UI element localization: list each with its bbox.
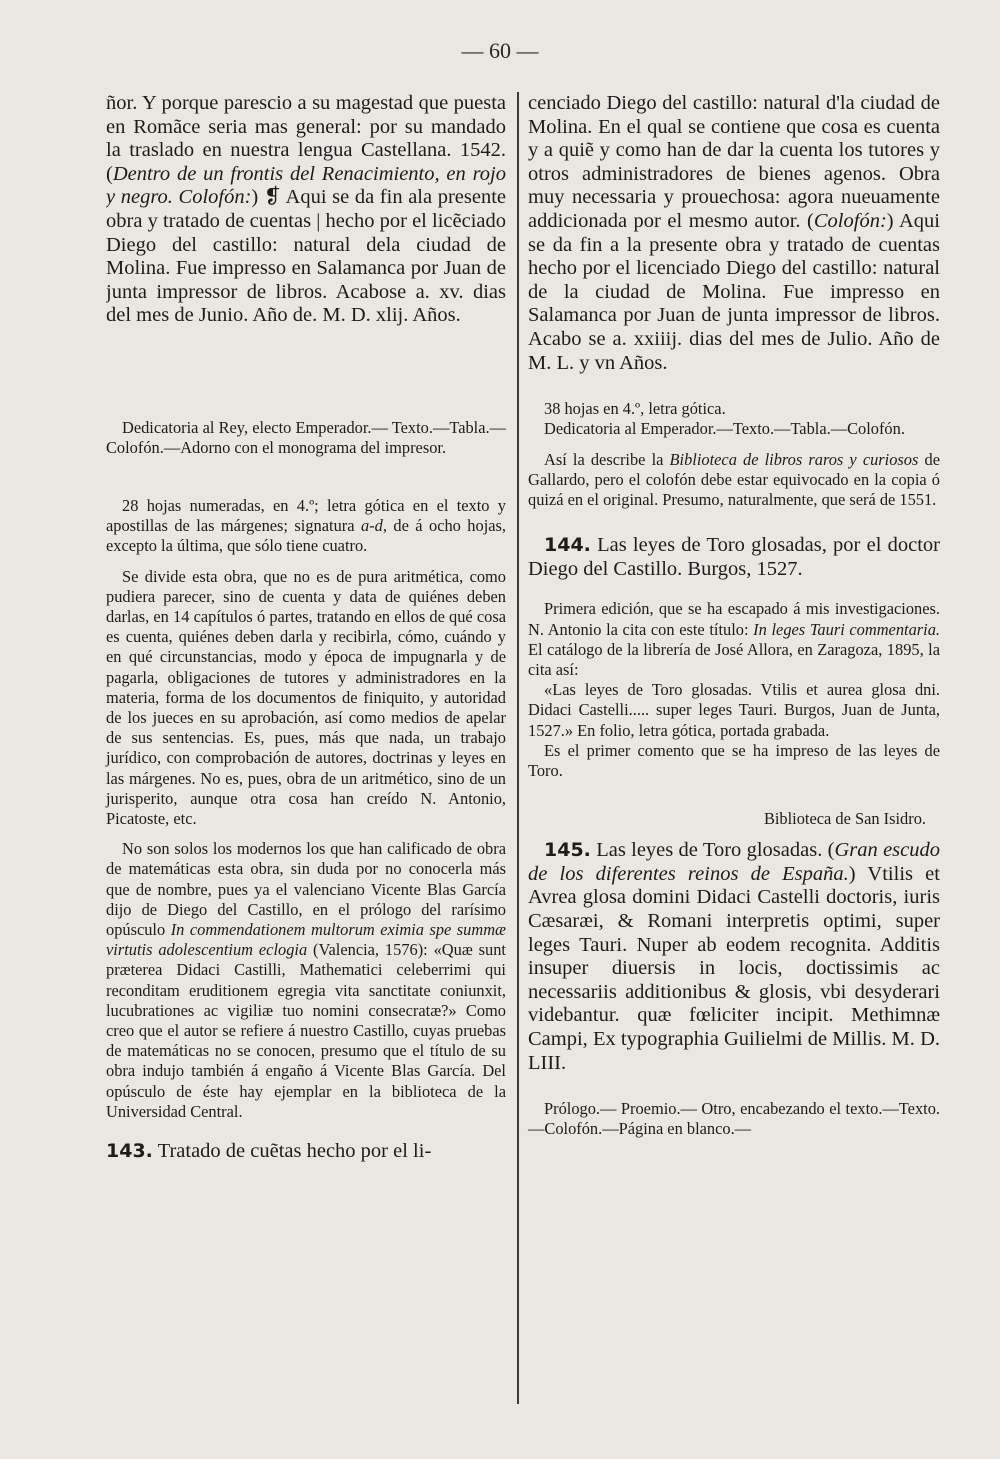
column-divider <box>517 92 519 1404</box>
right-column <box>528 92 940 1140</box>
dedication-note: Dedicatoria al Rey, electo Emperador.— Texto.—Tabla.—Colofón.—Adorno con el monograma del impresor. <box>106 418 506 458</box>
entry-number: 143. <box>106 1140 153 1163</box>
entry-number: 145. <box>544 839 591 862</box>
page-number: — 60 — <box>461 38 539 63</box>
library-location: Biblioteca de San Isidro. <box>763 809 926 829</box>
entry-144-note: Primera edición, que se ha escapado á mis investigaciones. N. Antonio la cita con este título: In leges Tauri commentaria. El catálogo de la librería de José Allora, en Zaragoza, 1895, la cita así: <box>528 599 941 679</box>
entry-143-heading: 143. Tratado de cuẽtas hecho por el li- <box>106 1140 432 1163</box>
physical-description: 28 hojas numeradas, en 4.º; letra gótica en el texto y apostillas de las márgenes; signatura a-d, de á ocho hojas, excepto la última, que sólo tiene cuatro. <box>106 496 507 556</box>
authority-paragraph: No son solos los modernos los que han calificado de obra de matemáticas esta obra, sin duda por no conocerla más que de nombre, pues ya el valenciano Vicente Blas García dijo de Diego del Castillo, en el prólogo del rarísimo opúsculo In commendationem multorum eximia spe summæ virtutis adolescentium eclogia (Valencia, 1576): «Quæ sunt præterea Didaci Castilli, Mathematici celeberrimi qui reconditam eruditionem egregia vita sanctitate coniunxit, lucubrationes ac vigiliæ tuo nomini consecratæ?» Como creo que el autor se refiere á nuestro Castillo, cuyas pruebas de matemáticas no se conocen, presumo que el título de su obra indujo también á engaño á Vicente Blas García. Del opúsculo de éste hay ejemplar en la biblioteca de la Universidad Central. <box>106 839 506 1121</box>
entry-144-quote: «Las leyes de Toro glosadas. Vtilis et aurea glosa dni. Didaci Castelli..... super leges Tauri. Burgos, Juan de Junta, 1527.» En folio, letra gótica, portada grabada. <box>528 680 940 740</box>
entry-144-heading: 144. Las leyes de Toro glosadas, por el doctor Diego del Castillo. Burgos, 1527. <box>528 534 940 580</box>
left-column <box>106 92 506 1164</box>
entry-143-physical: 38 hojas en 4.º, letra gótica. <box>544 399 726 419</box>
entry-142-title-tail: ñor. Y porque parescio a su magestad que puesta en Romãce seria mas general: por su mandado la traslado en nuestra lengua Castellana. 1542. (Dentro de un frontis del Renacimiento, en rojo y negro. Colofón:) ❡ Aqui se da fin ala presente obra y tratado de cuentas | hecho por el licẽciado Diego del castillo: natural dela ciudad de Molina. Fue impresso en Salamanca por Juan de junta impressor de libros. Acabose a. xv. dias del mes de Junio. Año de. M. D. xlij. Años. <box>106 92 506 327</box>
entry-144-closing: Es el primer comento que se ha impreso de las leyes de Toro. <box>528 740 940 780</box>
entry-145-contents: Prólogo.— Proemio.— Otro, encabezando el texto.—Texto.—Colofón.—Página en blanco.— <box>528 1099 940 1139</box>
entry-142-continuation <box>106 92 506 394</box>
entry-145-heading: 145. Las leyes de Toro glosadas. (Gran escudo de los diferentes reinos de España.) Vtilis et Avrea glosa domini Didaci Castelli doctoris, iuris Cæsaræi, & Romani interpretis optimi, super leges Tauri. Nuper ab eodem recognita. Additis insuper diuersis in locis, doctissimis ac necessariis additionibus & glosis, vbi desyderari videbantur. quæ fœliciter incipit. Methimnæ Campi, Ex typographia Guilielmi de Millis. M. D. LIII. <box>528 839 940 1074</box>
commentary-paragraph: Se divide esta obra, que no es de pura aritmética, como pudiera parecer, sino de cuenta y data de quiénes deben darlas, en 14 capítulos ó partes, tratando en ellos de qué cosa es cuenta, quiénes deben darla y recibirla, cómo, cuándo y en qué circunstancias, modo y época de impugnarla y de pagarla, obligaciones de tutores y administradores en la materia, forma de los documentos de finiquito, y autoridad de los jueces en su aprobación, así como medios de apelar de sus sentencias. Es, pues, más que nada, un trabajo jurídico, con comprobación de autores, doctrinas y leyes en las márgenes. No es, pues, obra de un aritmético, sino de un jurisperito, aunque otra cosa han creído N. Antonio, Picatoste, etc. <box>106 566 506 829</box>
entry-143-contents: Dedicatoria al Emperador.—Texto.—Tabla.—Colofón. <box>544 419 905 439</box>
entry-143-title: cenciado Diego del castillo: natural d'la ciudad de Molina. En el qual se contiene que cosa es cuenta y a quiẽ y como han de dar la cuenta los tutores y otros administradores de bienes agenos. Obra muy necessaria y prouechosa: agora nueuamente addicionada por el mesmo autor. (Colofón:) Aqui se da fin a la presente obra y tratado de cuentas hecho por el licenciado Diego del castillo: natural de la ciudad de Molina. Fue impresso en Salamanca por Juan de junta impressor de libros. Acabo se a. xxiiij. dias del mes de Julio. Año de M. L. y vn Años. <box>528 92 940 374</box>
entry-number: 144. <box>544 534 591 557</box>
entry-143-note: Así la describe la Biblioteca de libros raros y curiosos de Gallardo, pero el colofón debe estar equivocado en la copia ó quizá en el original. Presumo, naturalmente, que será de 1551. <box>528 449 940 509</box>
